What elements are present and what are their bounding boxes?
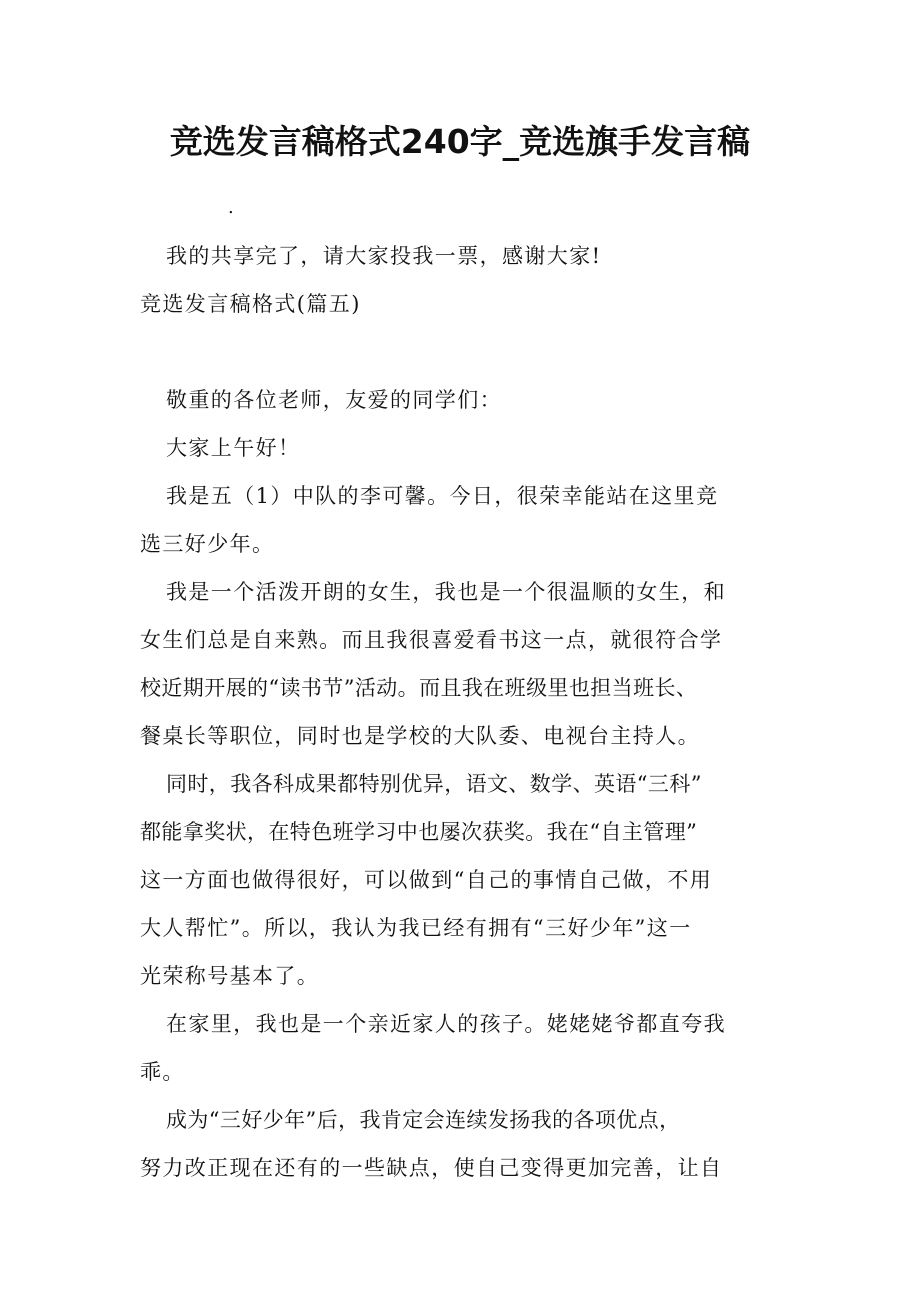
paragraph-line: 乖。 [140, 1060, 185, 1084]
paragraph-line: 光荣称号基本了。 [140, 964, 320, 988]
paragraph-line: 成为“三好少年”后，我肯定会连续发扬我的各项优点， [166, 1108, 681, 1132]
paragraph-line: 我是五（1）中队的李可馨。今日，很荣幸能站在这里竞 [166, 484, 719, 508]
paragraph-line: 选三好少年。 [140, 532, 275, 556]
paragraph-line: 餐桌长等职位，同时也是学校的大队委、电视台主持人。 [140, 724, 700, 748]
paragraph-line: 女生们总是自来熟。而且我很喜爱看书这一点，就很符合学 [140, 628, 723, 652]
paragraph-line: 我是一个活泼开朗的女生，我也是一个很温顺的女生，和 [166, 580, 726, 604]
bullet-dot: . [228, 197, 234, 218]
section-heading: 竞选发言稿格式(篇五) [140, 292, 361, 316]
paragraph-line: 我的共享完了，请大家投我一票，感谢大家! [166, 244, 602, 268]
paragraph-line: 校近期开展的“读书节”活动。而且我在班级里也担当班长、 [140, 676, 698, 700]
paragraph-line: 努力改正现在还有的一些缺点，使自己变得更加完善，让自 [140, 1156, 723, 1180]
salutation: 敬重的各位老师，友爱的同学们： [166, 388, 502, 412]
document-title: 竞选发言稿格式240字_竞选旗手发言稿 [169, 122, 751, 161]
paragraph-line: 在家里，我也是一个亲近家人的孩子。姥姥姥爷都直夸我 [166, 1012, 726, 1036]
paragraph-line: 这一方面也做得很好，可以做到“自己的事情自己做，不用 [140, 868, 713, 892]
paragraph-line: 都能拿奖状，在特色班学习中也屡次获奖。我在“自主管理” [140, 820, 698, 844]
greeting: 大家上午好！ [166, 436, 301, 460]
paragraph-line: 大人帮忙”。所以，我认为我已经有拥有“三好少年”这一 [140, 916, 692, 940]
paragraph-line: 同时，我各科成果都特别优异，语文、数学、英语“三科” [166, 772, 702, 796]
